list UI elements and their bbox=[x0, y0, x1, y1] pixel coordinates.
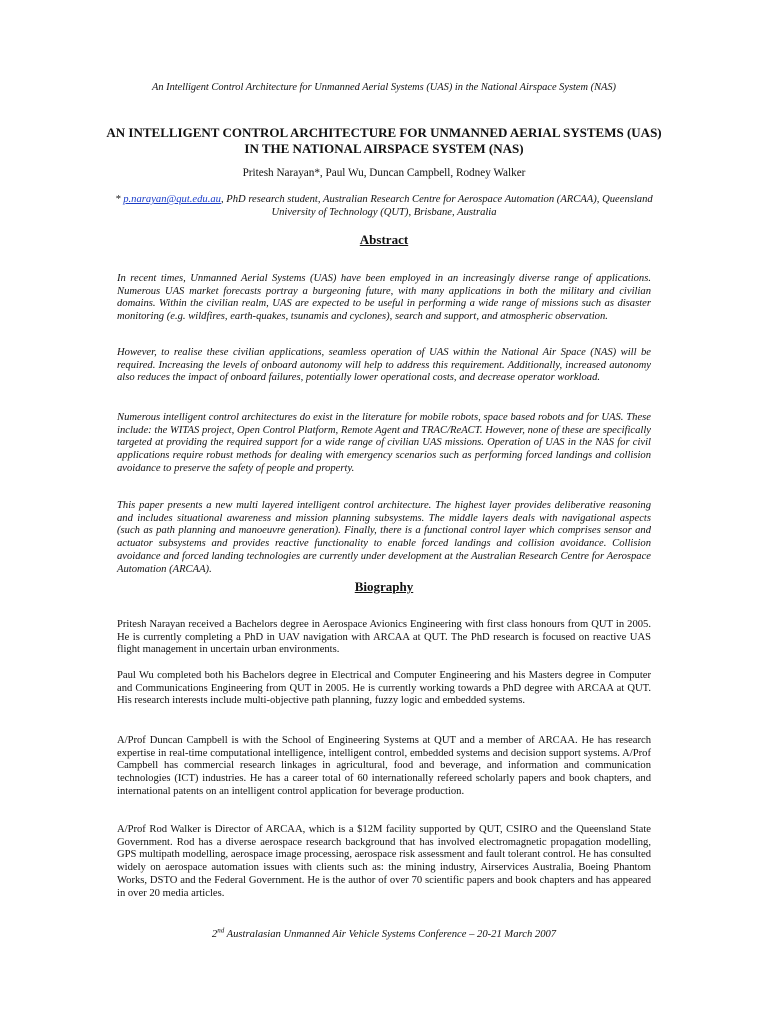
biography-paragraph: Pritesh Narayan received a Bachelors degree in Aerospace Avionics Engineering with first class honours from QUT in 2005. He is currently completing a PhD in UAV navigation with ARCAA at QUT. The PhD research is focused on reactive UAS flight management in uncertain urban environments. bbox=[117, 618, 651, 656]
biography-paragraph: A/Prof Duncan Campbell is with the School of Engineering Systems at QUT and a member of ARCAA. He has research expertise in real-time computational intelligence, intelligent control, embedded systems and decision support systems. A/Prof Campbell has commercial research linkages in agricultural, food and beverage, and information and communication technologies (ICT) industries. He has a career total of 60 internationally refereed scholarly papers and book chapters, and international patents on an intelligent control application for beverage production. bbox=[117, 734, 651, 798]
footer-ordinal: 2 bbox=[211, 929, 218, 940]
footer-ordinal-suffix: nd bbox=[217, 926, 225, 935]
author-list: Pritesh Narayan*, Paul Wu, Duncan Campbell, Rodney Walker bbox=[242, 167, 526, 179]
email-link[interactable]: p.narayan@qut.edu.au bbox=[123, 194, 221, 205]
biography-heading: Biography bbox=[354, 579, 414, 594]
conference-footer bbox=[0, 926, 768, 940]
abstract-paragraph: This paper presents a new multi layered intelligent control architecture. The highest layer provides deliberative reasoning and includes situational awareness and mission planning subsystems. The middle layers deals with navigational aspects (such as path planning and manoeuvre generation). Finally, there is a functional control layer which comprises sensor and actuator subsystems and provides reactive functionality to enable forced landings and collision avoidance. Collision avoidance and forced landing technologies are currently under development at the Australian Research Centre for Aerospace Automation (ARCAA). bbox=[117, 499, 651, 576]
abstract-paragraph: Numerous intelligent control architectures do exist in the literature for mobile robots, space based robots and for UAS. These include: the WITAS project, Open Control Platform, Remote Agent and TRAC/ReACT. However, none of these are specifically targeted at providing the required support for a wide range of civilian UAS missions. Operation of UAS in the NAS for civil applications require robust methods for dealing with emergency scenarios such as performing forced landings and collision avoidance to preserve the safety of people and property. bbox=[117, 411, 651, 475]
author-affiliation bbox=[110, 193, 658, 219]
biography-paragraph: A/Prof Rod Walker is Director of ARCAA, which is a $12M facility supported by QUT, CSIRO and the Queensland State Government. Rod has a diverse aerospace research background that has involved electromagnetic propagation modelling, GPS multipath modelling, aerospace image processing, aerospace risk assessment and fault tolerant control. He has consulted widely on aerospace automation issues with clients such as: the mining industry, Airservices Australia, Boeing Phantom Works, DSTO and the Federal Government. He is the author of over 70 scientific papers and book chapters and has appeared in over 20 media articles. bbox=[117, 823, 651, 900]
abstract-paragraph: However, to realise these civilian applications, seamless operation of UAS within the National Air Space (NAS) will be required. Increasing the levels of onboard autonomy will help to address this requirement. Additionally, increased autonomy also reduces the impact of onboard failures, potentially lower operational costs, and decrease operator workload. bbox=[117, 346, 651, 384]
abstract-heading: Abstract bbox=[359, 232, 409, 247]
affiliation-marker: * bbox=[115, 194, 124, 205]
running-header: An Intelligent Control Architecture for Unmanned Aerial Systems (UAS) in the National Airspace System (NAS) bbox=[151, 82, 617, 93]
abstract-paragraph: In recent times, Unmanned Aerial Systems (UAS) have been employed in an increasingly diverse range of applications. Numerous UAS market forecasts portray a burgeoning future, with many applications in both the military and civilian domains. Within the civilian realm, UAS are expected to be useful in performing a wide range of missions such as disaster monitoring (e.g. wildfires, earth-quakes, tsunamis and cyclones), search and support, and atmospheric observation. bbox=[117, 272, 651, 323]
affiliation-text: , PhD research student, Australian Research Centre for Aerospace Automation (ARCAA), Queensland University of Technology (QUT), Brisbane, Australia bbox=[220, 194, 653, 218]
biography-paragraph: Paul Wu completed both his Bachelors degree in Electrical and Computer Engineering and his Masters degree in Computer and Communications Engineering from QUT in 2005. He is currently working towards a PhD degree with ARCAA at QUT. His research interests include multi-objective path planning, fuzzy logic and embedded systems. bbox=[117, 669, 651, 707]
paper-title: AN INTELLIGENT CONTROL ARCHITECTURE FOR UNMANNED AERIAL SYSTEMS (UAS) IN THE NATIONAL AIRSPACE SYSTEM (NAS) bbox=[106, 125, 662, 156]
footer-text: Australasian Unmanned Air Vehicle Systems Conference – 20-21 March 2007 bbox=[224, 929, 557, 940]
